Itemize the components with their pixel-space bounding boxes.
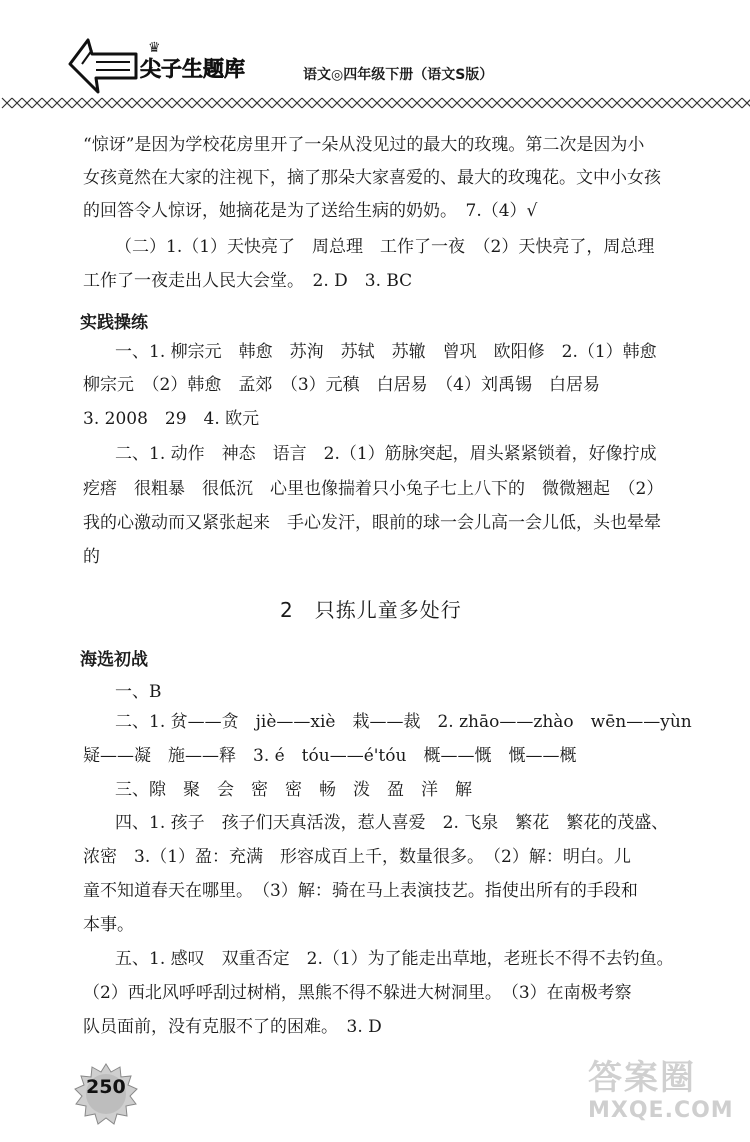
practice-line: 一、1. 柳宗元 韩愈 苏洵 苏轼 苏辙 曾巩 欧阳修 2.（1）韩愈 <box>115 342 657 362</box>
first-round-line: 四、1. 孩子 孩子们天真活泼，惹人喜爱 2. 飞泉 繁花 繁花的茂盛、 <box>115 813 669 833</box>
header-cross-border <box>0 94 750 114</box>
body-line: “惊讶”是因为学校花房里开了一朵从没见过的最大的玫瑰。第二次是因为小 <box>83 135 645 155</box>
border-cross <box>242 98 252 108</box>
practice-line: 3. 2008 29 4. 欧元 <box>83 409 260 429</box>
border-cross <box>702 98 712 108</box>
border-cross <box>252 98 262 108</box>
border-cross <box>402 98 412 108</box>
border-cross <box>2 98 12 108</box>
page-number: 250 <box>86 1076 126 1098</box>
border-cross <box>172 98 182 108</box>
border-cross <box>692 98 702 108</box>
border-cross <box>642 98 652 108</box>
header-subject: 语文◎四年级下册（语文S版） <box>303 67 494 83</box>
border-cross <box>382 98 392 108</box>
border-cross <box>332 98 342 108</box>
border-cross <box>462 98 472 108</box>
first-round-line: 队员面前，没有克服不了的困难。 3. D <box>83 1017 382 1037</box>
border-cross <box>662 98 672 108</box>
first-round-line: 五、1. 感叹 双重否定 2.（1）为了能走出草地，老班长不得不去钓鱼。 <box>115 949 674 969</box>
border-cross <box>222 98 232 108</box>
first-round-line: 三、隙 聚 会 密 密 畅 泼 盈 洋 解 <box>115 780 472 800</box>
watermark-url: MXQE.COM <box>588 1098 734 1123</box>
border-cross <box>492 98 502 108</box>
border-cross <box>522 98 532 108</box>
border-cross <box>442 98 452 108</box>
first-round-line: 二、1. 贫——贪 jiè——xiè 栽——裁 2. zhāo——zhào wēn——yùn <box>115 712 692 732</box>
border-cross <box>32 98 42 108</box>
border-cross <box>142 98 152 108</box>
section-heading-practice: 实践操练 <box>80 313 148 333</box>
first-round-line: 疑——凝 施——释 3. é tóu——é'tóu 概——慨 慨——概 <box>83 746 577 766</box>
border-cross <box>292 98 302 108</box>
border-cross <box>192 98 202 108</box>
border-cross <box>552 98 562 108</box>
border-cross <box>72 98 82 108</box>
body-line: 工作了一夜走出人民大会堂。 2. D 3. BC <box>83 271 413 291</box>
practice-line: 二、1. 动作 神态 语言 2.（1）筋脉突起，眉头紧紧锁着，好像拧成 <box>115 444 657 464</box>
border-cross <box>602 98 612 108</box>
border-cross <box>282 98 292 108</box>
border-cross <box>542 98 552 108</box>
practice-line: 的 <box>83 547 100 567</box>
border-cross <box>342 98 352 108</box>
border-cross <box>132 98 142 108</box>
section-heading-first-round: 海选初战 <box>80 650 148 670</box>
border-cross <box>432 98 442 108</box>
border-cross <box>122 98 132 108</box>
border-cross <box>682 98 692 108</box>
header-brand: 尖子生题库 <box>140 57 245 81</box>
watermark-logo: 答案圈 <box>588 1058 696 1098</box>
border-cross <box>372 98 382 108</box>
first-round-line: 一、B <box>115 682 162 702</box>
border-cross <box>182 98 192 108</box>
lesson-title: 2 只拣儿童多处行 <box>280 598 462 622</box>
border-cross <box>92 98 102 108</box>
border-cross <box>82 98 92 108</box>
border-cross <box>532 98 542 108</box>
border-cross <box>262 98 272 108</box>
body-line: （二）1.（1）天快亮了 周总理 工作了一夜 （2）天快亮了，周总理 <box>115 237 655 257</box>
border-cross <box>322 98 332 108</box>
border-cross <box>62 98 72 108</box>
watermark <box>588 1058 738 1138</box>
border-cross <box>272 98 282 108</box>
border-cross <box>452 98 462 108</box>
border-cross <box>362 98 372 108</box>
border-cross <box>622 98 632 108</box>
first-round-line: 童不知道春天在哪里。 （3）解：骑在马上表演技艺。指使出所有的手段和 <box>83 881 638 901</box>
border-cross <box>482 98 492 108</box>
border-cross <box>12 98 22 108</box>
border-cross <box>302 98 312 108</box>
crown-icon: ♛ <box>148 40 161 56</box>
practice-line: 疙瘩 很粗暴 很低沉 心里也像揣着只小兔子七上八下的 微微翘起 （2） <box>83 479 664 499</box>
border-cross <box>112 98 122 108</box>
border-cross <box>592 98 602 108</box>
border-cross <box>712 98 722 108</box>
border-cross <box>722 98 732 108</box>
border-cross <box>502 98 512 108</box>
border-cross <box>102 98 112 108</box>
border-cross <box>472 98 482 108</box>
border-cross <box>562 98 572 108</box>
practice-line: 柳宗元 （2）韩愈 孟郊 （3）元稹 白居易 （4）刘禹锡 白居易 <box>83 375 600 395</box>
border-cross <box>202 98 212 108</box>
body-line: 女孩竟然在大家的注视下，摘了那朵大家喜爱的、最大的玫瑰花。文中小女孩 <box>83 168 661 188</box>
border-cross <box>512 98 522 108</box>
practice-line: 我的心激动而又紧张起来 手心发汗，眼前的球一会儿高一会儿低，头也晕晕 <box>83 513 661 533</box>
border-cross <box>52 98 62 108</box>
border-cross <box>22 98 32 108</box>
border-cross <box>42 98 52 108</box>
border-cross <box>352 98 362 108</box>
border-cross <box>412 98 422 108</box>
border-cross <box>672 98 682 108</box>
first-round-line: 浓密 3.（1）盈：充满 形容成百上千，数量很多。 （2）解：明白。儿 <box>83 847 631 867</box>
border-cross <box>652 98 662 108</box>
first-round-line: 本事。 <box>83 915 134 935</box>
border-cross <box>612 98 622 108</box>
border-cross <box>732 98 742 108</box>
border-cross <box>232 98 242 108</box>
border-cross <box>632 98 642 108</box>
border-cross <box>312 98 322 108</box>
arrow-logo-icon <box>62 34 142 96</box>
border-cross <box>392 98 402 108</box>
body-line: 的回答令人惊讶，她摘花是为了送给生病的奶奶。 7.（4）√ <box>83 201 538 221</box>
border-cross <box>572 98 582 108</box>
border-cross <box>422 98 432 108</box>
first-round-line: （2）西北风呼呼刮过树梢，黑熊不得不躲进大树洞里。 （3）在南极考察 <box>83 983 632 1003</box>
border-cross <box>742 98 750 108</box>
border-cross <box>152 98 162 108</box>
border-cross <box>582 98 592 108</box>
border-cross <box>162 98 172 108</box>
border-cross <box>212 98 222 108</box>
